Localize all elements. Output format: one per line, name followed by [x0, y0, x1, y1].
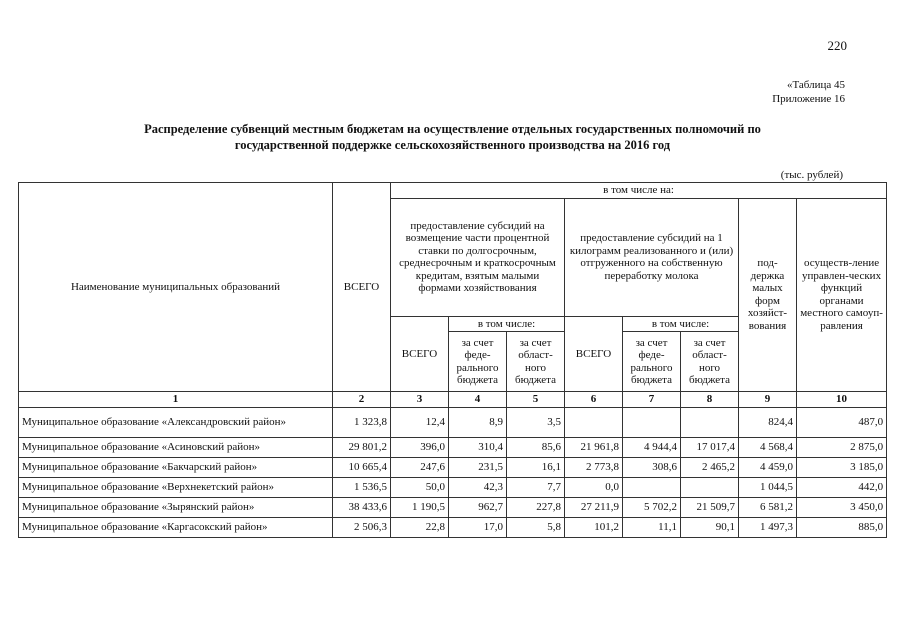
municipality-name: Муниципальное образование «Александровский район» [19, 408, 333, 438]
interest-regional-cell: 85,6 [507, 438, 565, 458]
total-cell: 10 665,4 [333, 458, 391, 478]
header-interest-of-which: в том числе: [449, 316, 565, 332]
header-interest-subsidy: предоставление субсидий на возмещение части процентной ставки по долгосрочным, среднесрочным и краткосрочным кредитам, взятым малыми формами хозяйствования [391, 198, 565, 316]
milk-regional-cell [681, 408, 739, 438]
table-number: «Таблица 45 [786, 79, 845, 91]
milk-federal-cell: 4 944,4 [623, 438, 681, 458]
interest-total-cell: 396,0 [391, 438, 449, 458]
col-number: 5 [507, 392, 565, 408]
header-milk-of-which: в том числе: [623, 316, 739, 332]
milk-total-cell [565, 408, 623, 438]
header-municipality: Наименование муниципальных образований [19, 183, 333, 392]
header-interest-federal: за счет феде-рального бюджета [449, 332, 507, 392]
table-reference [772, 78, 845, 106]
milk-regional-cell: 21 509,7 [681, 498, 739, 518]
interest-regional-cell: 227,8 [507, 498, 565, 518]
milk-total-cell: 2 773,8 [565, 458, 623, 478]
total-cell: 38 433,6 [333, 498, 391, 518]
milk-regional-cell [681, 478, 739, 498]
table-row [19, 518, 887, 538]
table-row [19, 438, 887, 458]
col-number: 2 [333, 392, 391, 408]
municipality-name: Муниципальное образование «Зырянский район» [19, 498, 333, 518]
municipality-name: Муниципальное образование «Верхнекетский район» [19, 478, 333, 498]
header-interest-regional: за счет област-ного бюджета [507, 332, 565, 392]
total-cell: 29 801,2 [333, 438, 391, 458]
document-title-line-2: государственной поддержке сельскохозяйственного производства на 2016 год [234, 138, 671, 152]
header-admin-functions: осуществ-ление управлен-ческих функций органами местного самоуп-равления [797, 198, 887, 392]
col-number: 6 [565, 392, 623, 408]
table-row [19, 478, 887, 498]
interest-total-cell: 50,0 [391, 478, 449, 498]
table-row [19, 408, 887, 438]
table-row [19, 498, 887, 518]
admin-cell: 3 450,0 [797, 498, 887, 518]
interest-regional-cell: 3,5 [507, 408, 565, 438]
milk-federal-cell [623, 478, 681, 498]
milk-federal-cell: 11,1 [623, 518, 681, 538]
milk-total-cell: 21 961,8 [565, 438, 623, 458]
interest-regional-cell: 7,7 [507, 478, 565, 498]
milk-federal-cell [623, 408, 681, 438]
interest-federal-cell: 962,7 [449, 498, 507, 518]
table-row [19, 458, 887, 478]
interest-federal-cell: 42,3 [449, 478, 507, 498]
milk-federal-cell: 5 702,2 [623, 498, 681, 518]
admin-cell: 885,0 [797, 518, 887, 538]
municipality-name: Муниципальное образование «Каргасокский район» [19, 518, 333, 538]
milk-regional-cell: 90,1 [681, 518, 739, 538]
col-number: 10 [797, 392, 887, 408]
col-number: 4 [449, 392, 507, 408]
header-milk-subsidy: предоставление субсидий на 1 килограмм реализованного и (или) отгруженного на собственную переработку молока [565, 198, 739, 316]
col-number: 1 [19, 392, 333, 408]
support-cell: 6 581,2 [739, 498, 797, 518]
total-cell: 2 506,3 [333, 518, 391, 538]
milk-regional-cell: 17 017,4 [681, 438, 739, 458]
admin-cell: 442,0 [797, 478, 887, 498]
interest-total-cell: 22,8 [391, 518, 449, 538]
header-small-farm-support: под-держка малых форм хозяйст-вования [739, 198, 797, 392]
support-cell: 1 497,3 [739, 518, 797, 538]
col-number: 3 [391, 392, 449, 408]
document-title-line-1: Распределение субвенций местным бюджетам на осуществление отдельных государственных полномочий по [144, 122, 761, 136]
interest-federal-cell: 231,5 [449, 458, 507, 478]
header-including: в том числе на: [391, 183, 887, 199]
header-milk-federal: за счет феде-рального бюджета [623, 332, 681, 392]
page-number: 220 [827, 38, 847, 53]
municipality-name: Муниципальное образование «Асиновский район» [19, 438, 333, 458]
admin-cell: 2 875,0 [797, 438, 887, 458]
milk-total-cell: 0,0 [565, 478, 623, 498]
total-cell: 1 536,5 [333, 478, 391, 498]
milk-federal-cell: 308,6 [623, 458, 681, 478]
milk-regional-cell: 2 465,2 [681, 458, 739, 478]
interest-regional-cell: 5,8 [507, 518, 565, 538]
header-total: ВСЕГО [333, 183, 391, 392]
subvention-table [18, 182, 887, 538]
support-cell: 4 459,0 [739, 458, 797, 478]
interest-total-cell: 1 190,5 [391, 498, 449, 518]
col-number: 7 [623, 392, 681, 408]
interest-regional-cell: 16,1 [507, 458, 565, 478]
milk-total-cell: 27 211,9 [565, 498, 623, 518]
support-cell: 1 044,5 [739, 478, 797, 498]
total-cell: 1 323,8 [333, 408, 391, 438]
interest-federal-cell: 8,9 [449, 408, 507, 438]
interest-total-cell: 12,4 [391, 408, 449, 438]
header-interest-total: ВСЕГО [391, 316, 449, 392]
admin-cell: 487,0 [797, 408, 887, 438]
appendix-number: Приложение 16 [772, 93, 845, 105]
col-number: 8 [681, 392, 739, 408]
col-number: 9 [739, 392, 797, 408]
support-cell: 4 568,4 [739, 438, 797, 458]
units-label: (тыс. рублей) [780, 169, 843, 181]
admin-cell: 3 185,0 [797, 458, 887, 478]
municipality-name: Муниципальное образование «Бакчарский район» [19, 458, 333, 478]
interest-federal-cell: 17,0 [449, 518, 507, 538]
interest-total-cell: 247,6 [391, 458, 449, 478]
header-milk-regional: за счет област-ного бюджета [681, 332, 739, 392]
milk-total-cell: 101,2 [565, 518, 623, 538]
support-cell: 824,4 [739, 408, 797, 438]
header-milk-total: ВСЕГО [565, 316, 623, 392]
document-title [90, 121, 815, 153]
interest-federal-cell: 310,4 [449, 438, 507, 458]
